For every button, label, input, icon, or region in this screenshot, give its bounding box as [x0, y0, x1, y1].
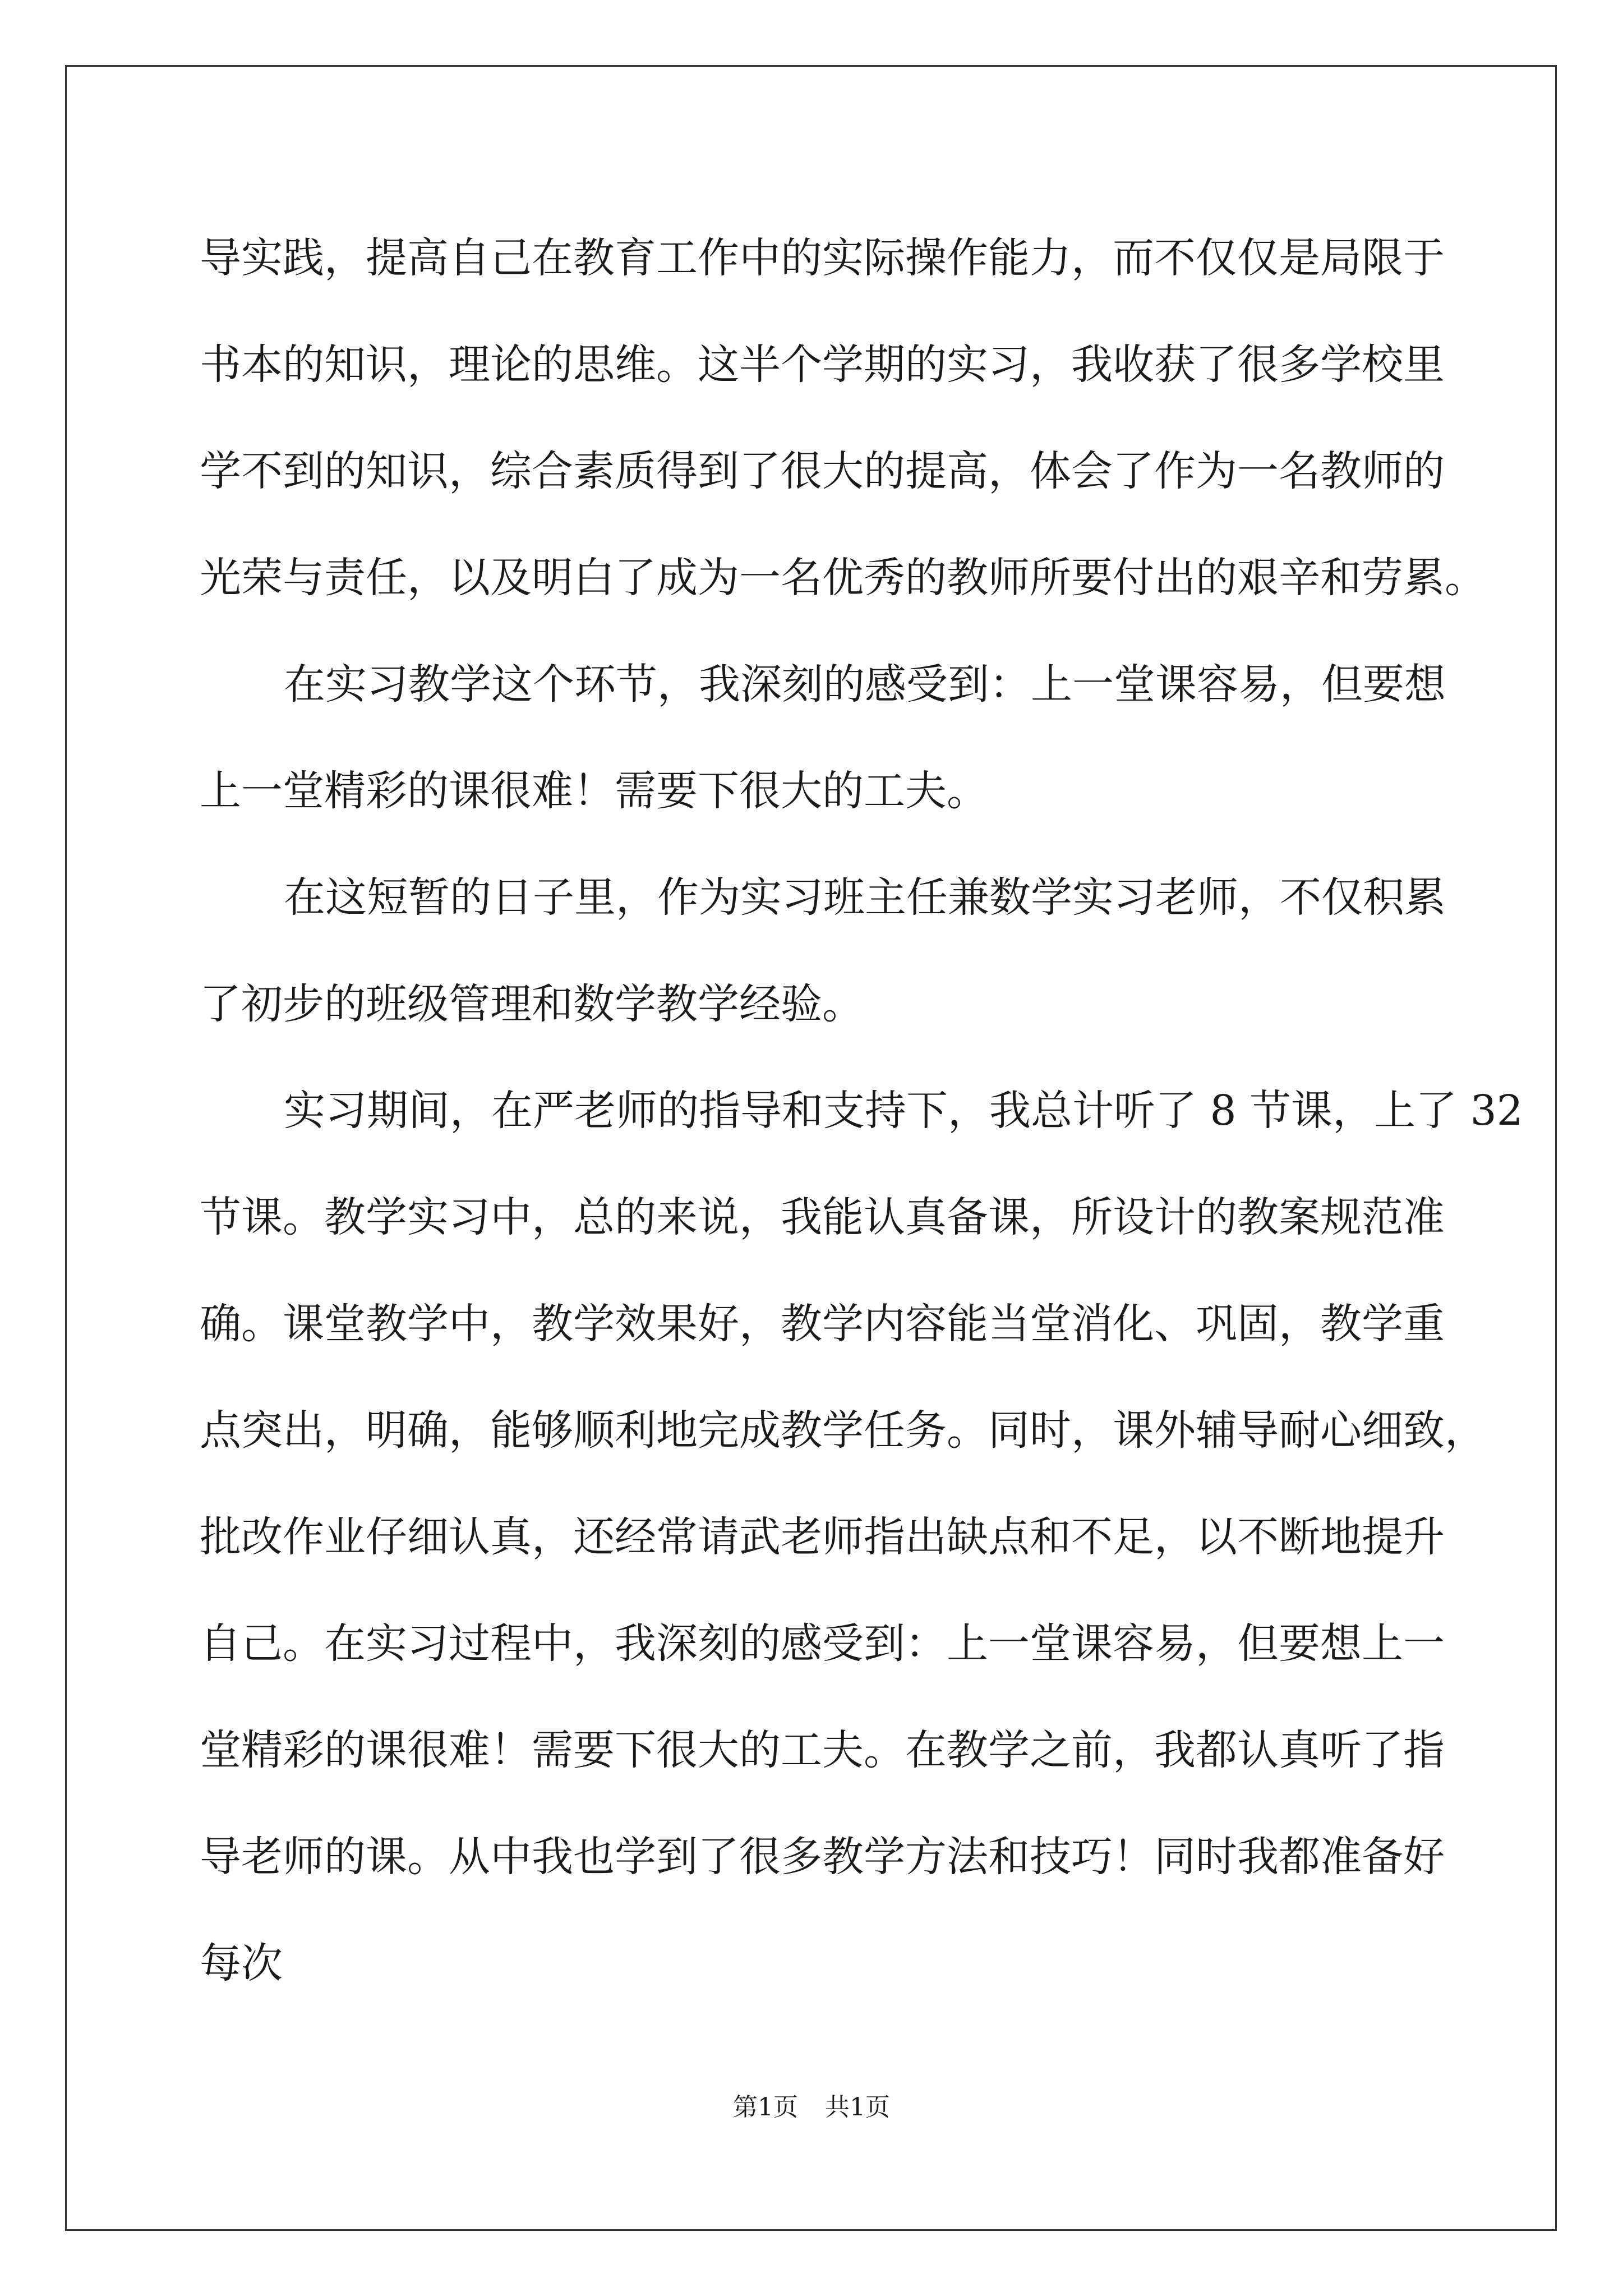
text-line: 书本的知识，理论的思维。这半个学期的实习，我收获了很多学校里 [200, 341, 1445, 389]
text-line: 点突出，明确，能够顺利地完成教学任务。同时，课外辅导耐心细致， [200, 1406, 1486, 1455]
document-body [200, 205, 1523, 2017]
text-line: 批改作业仔细认真，还经常请武老师指出缺点和不足，以不断地提升 [200, 1513, 1445, 1561]
text-line: 在这短暂的日子里，作为实习班主任兼数学实习老师，不仅积累 [284, 873, 1446, 922]
text-line: 节课。教学实习中，总的来说，我能认真备课，所设计的教案规范准 [200, 1193, 1445, 1241]
text-line: 确。课堂教学中，教学效果好，教学内容能当堂消化、巩固，教学重 [200, 1300, 1445, 1348]
page-number: 第1页 [733, 2093, 798, 2122]
text-line: 堂精彩的课很难！需要下很大的工夫。在教学之前，我都认真听了指 [200, 1726, 1445, 1774]
page-footer [0, 2091, 1623, 2124]
text-line: 导实践，提高自己在教育工作中的实际操作能力，而不仅仅是局限于 [200, 234, 1445, 282]
text-line: 了初步的班级管理和数学教学经验。 [200, 980, 864, 1028]
page-total: 共1页 [825, 2093, 890, 2122]
text-line: 实习期间，在严老师的指导和支持下，我总计听了 8 节课，上了 32 [284, 1087, 1523, 1135]
text-line: 光荣与责任，以及明白了成为一名优秀的教师所要付出的艰辛和劳累。 [200, 554, 1486, 602]
text-line: 每次 [200, 1939, 283, 1987]
text-line: 自己。在实习过程中，我深刻的感受到：上一堂课容易，但要想上一 [200, 1619, 1445, 1668]
text-line: 导老师的课。从中我也学到了很多教学方法和技巧！同时我都准备好 [200, 1833, 1445, 1881]
text-line: 上一堂精彩的课很难！需要下很大的工夫。 [200, 767, 988, 815]
text-line: 在实习教学这个环节，我深刻的感受到：上一堂课容易，但要想 [284, 660, 1446, 708]
text-line: 学不到的知识，综合素质得到了很大的提高，体会了作为一名教师的 [200, 447, 1445, 495]
